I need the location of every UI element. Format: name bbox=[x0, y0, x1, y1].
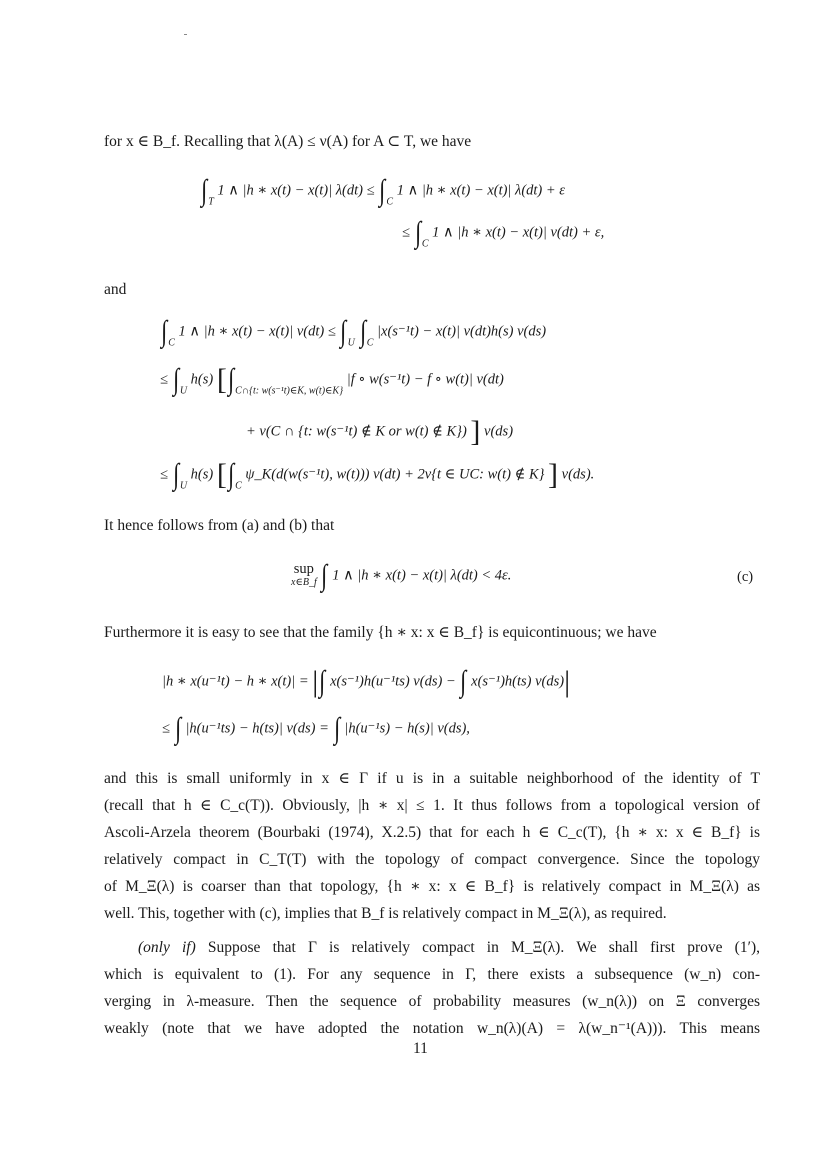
page-number: 11 bbox=[413, 1040, 428, 1057]
paragraph-small-line-4: relatively compact in C_T(T) with the topology of compact convergence. Since the topology bbox=[104, 851, 760, 868]
paragraph-small-line-2: (recall that h ∈ C_c(T)). Obviously, |h ∗ x| ≤ 1. It thus follows from a topological version of bbox=[104, 797, 760, 814]
paragraph-onlyif-line-3: verging in λ-measure. Then the sequence of probability measures (w_n(λ)) on Ξ converges bbox=[104, 993, 760, 1010]
onlyif-label: (only if) bbox=[138, 939, 196, 956]
paragraph-onlyif-line-4: weakly (note that we have adopted the notation w_n(λ)(A) = λ(w_n⁻¹(A))). This means bbox=[104, 1020, 760, 1037]
equation-4-line-1: |h ∗ x(u⁻¹t) − h ∗ x(t)| = |∫ x(s⁻¹)h(u⁻¹ts) ν(ds) − ∫ x(s⁻¹)h(ts) ν(ds)| bbox=[162, 665, 571, 698]
hence-text: It hence follows from (a) and (b) that bbox=[104, 517, 335, 534]
equation-4-line-2: ≤ ∫ |h(u⁻¹ts) − h(ts)| ν(ds) = ∫ |h(u⁻¹s) − h(s)| ν(ds), bbox=[162, 712, 470, 745]
equation-2-line-4: ≤ $\int_U$ h(s) [$\int_C$ ψ_K(d(w(s⁻¹t), w(t))) ν(dt) + 2ν{t ∈ UC: w(t) ∉ K} ] ν(ds). bbox=[160, 458, 595, 492]
furthermore-text: Furthermore it is easy to see that the family {h ∗ x: x ∈ B_f} is equicontinuous; we have bbox=[104, 624, 657, 641]
paragraph-small-line-1: and this is small uniformly in x ∈ Γ if u is in a suitable neighborhood of the identity of T bbox=[104, 770, 760, 787]
equation-1-line-2: ≤ $\int_C$ 1 ∧ |h ∗ x(t) − x(t)| ν(dt) + ε, bbox=[402, 216, 605, 250]
equation-2-line-2: ≤ $\int_U$ h(s) [$\int_{C\cap\{t: w(s^{-1}t)\in K, w(t)\in K\}}$ |f ∘ w(s⁻¹t) − f ∘ w(t)| ν(dt) bbox=[160, 363, 504, 397]
paragraph-onlyif-line-2: which is equivalent to (1). For any sequence in Γ, there exists a subsequence (w_n) con- bbox=[104, 966, 760, 983]
equation-1-line-1: $\int_T$ 1 ∧ |h ∗ x(t) − x(t)| $\lambda(dt) \le \int_C$ 1 ∧ |h ∗ x(t) − x(t)| λ(dt) + ε bbox=[201, 174, 566, 208]
intro-text: for x ∈ B_f. Recalling that λ(A) ≤ ν(A) for A ⊂ T, we have bbox=[104, 133, 472, 150]
paragraph-onlyif-line-1 bbox=[104, 934, 760, 961]
equation-3: sup x∈B_f ∫ 1 ∧ |h ∗ x(t) − x(t)| λ(dt) < 4ε. bbox=[291, 559, 512, 592]
paragraph-small-line-3: Ascoli-Arzela theorem (Bourbaki (1974), X.2.5) that for each h ∈ C_c(T), {h ∗ x: x ∈ B_f} is bbox=[104, 824, 760, 841]
equation-2-line-1: $\int_C$ 1 ∧ |h ∗ x(t) − x(t)| $\nu(dt) \le \int_U$ $\int_C$ |x(s⁻¹t) − x(t)| ν(dt)h(s) ν(ds) bbox=[161, 315, 547, 349]
scan-mark bbox=[184, 34, 187, 35]
equation-label-c: (c) bbox=[737, 569, 754, 585]
equation-2-line-3: + ν(C ∩ {t: w(s⁻¹t) ∉ K or w(t) ∉ K}) ] ν(ds) bbox=[246, 415, 514, 448]
paragraph-small-line-6: well. This, together with (c), implies that B_f is relatively compact in M_Ξ(λ), as required. bbox=[104, 905, 667, 922]
onlyif-line-1-text: Suppose that Γ is relatively compact in M_Ξ(λ). We shall first prove (1′), bbox=[195, 939, 761, 956]
paragraph-small-line-5: of M_Ξ(λ) is coarser than that topology, {h ∗ x: x ∈ B_f} is relatively compact in M_Ξ(λ) as bbox=[104, 878, 760, 895]
and-text: and bbox=[104, 281, 127, 298]
